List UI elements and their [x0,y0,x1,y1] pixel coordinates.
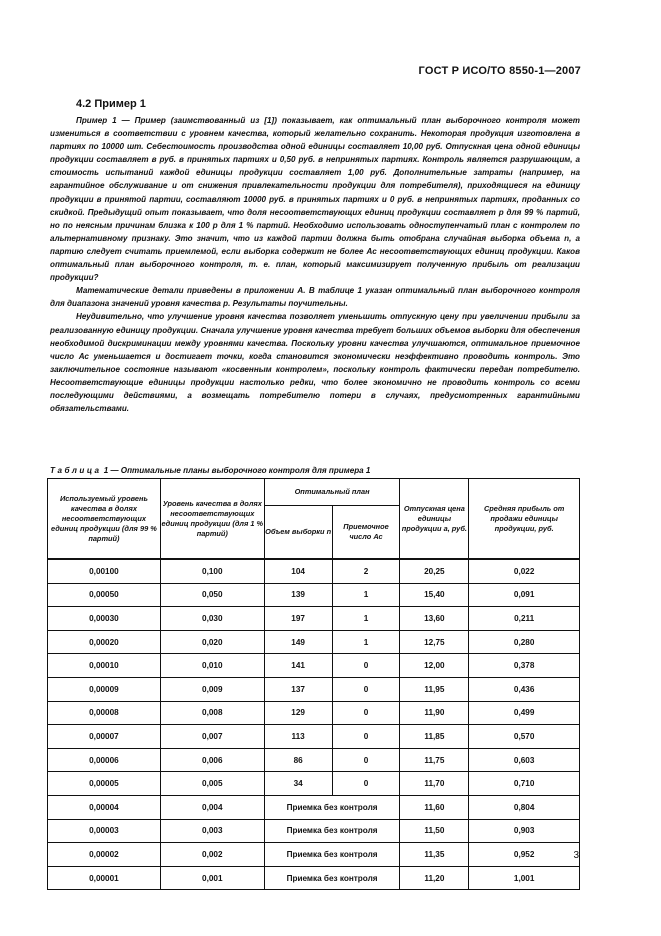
cell-sample-size: 34 [264,772,332,796]
table-row [48,654,580,678]
cell-price: 15,40 [400,583,469,607]
cell-acceptance-number: 2 [332,559,400,583]
cell-quality-99: 0,00004 [48,795,161,819]
cell-quality-1: 0,008 [160,701,264,725]
table-caption-label: Таблица [50,466,102,475]
cell-profit: 0,378 [469,654,580,678]
cell-profit: 0,499 [469,701,580,725]
table-row [48,772,580,796]
cell-quality-1: 0,030 [160,607,264,631]
cell-acceptance-number: 1 [332,630,400,654]
table-caption [50,466,370,475]
cell-sample-size: 137 [264,677,332,701]
cell-quality-99: 0,00007 [48,725,161,749]
cell-quality-99: 0,00009 [48,677,161,701]
cell-quality-1: 0,050 [160,583,264,607]
cell-profit: 0,211 [469,607,580,631]
header-sample-size: Объем выборки n [264,506,332,560]
cell-quality-99: 0,00010 [48,654,161,678]
cell-profit: 0,952 [469,843,580,867]
header-quality-99: Используемый уровень качества в долях несоответствующих единиц продукции (для 99 % партий) [48,479,161,560]
cell-price: 11,70 [400,772,469,796]
cell-sample-size: 139 [264,583,332,607]
cell-plan: Приемка без контроля [264,843,400,867]
cell-acceptance-number: 0 [332,654,400,678]
cell-quality-1: 0,004 [160,795,264,819]
table-row [48,630,580,654]
optimal-plans-table [47,478,580,890]
cell-acceptance-number: 0 [332,677,400,701]
cell-quality-1: 0,001 [160,866,264,890]
table-row [48,701,580,725]
table-caption-text: 1 — Оптимальные планы выборочного контроля для примера 1 [103,466,371,475]
cell-price: 11,20 [400,866,469,890]
cell-quality-99: 0,00003 [48,819,161,843]
header-price: Отпускная цена единицы продукции а, руб. [400,479,469,560]
cell-plan: Приемка без контроля [264,795,400,819]
cell-price: 20,25 [400,559,469,583]
table-row [48,583,580,607]
cell-price: 13,60 [400,607,469,631]
cell-price: 11,95 [400,677,469,701]
cell-acceptance-number: 1 [332,607,400,631]
cell-price: 11,90 [400,701,469,725]
table-row [48,725,580,749]
cell-quality-1: 0,003 [160,819,264,843]
table-row [48,795,580,819]
table-row [48,819,580,843]
header-quality-1: Уровень качества в долях несоответствующих единиц продукции (для 1 % партий) [160,479,264,560]
table-row [48,843,580,867]
cell-acceptance-number: 0 [332,748,400,772]
cell-quality-99: 0,00050 [48,583,161,607]
cell-quality-1: 0,007 [160,725,264,749]
cell-quality-99: 0,00008 [48,701,161,725]
cell-price: 12,75 [400,630,469,654]
cell-profit: 0,804 [469,795,580,819]
cell-quality-1: 0,009 [160,677,264,701]
cell-quality-99: 0,00006 [48,748,161,772]
cell-sample-size: 197 [264,607,332,631]
cell-quality-1: 0,005 [160,772,264,796]
cell-price: 11,35 [400,843,469,867]
cell-quality-99: 0,00030 [48,607,161,631]
table-row [48,559,580,583]
paragraph: Математические детали приведены в приложении А. В таблице 1 указан оптимальный план выборочного контроля для диапазона значений уровня качества р. Результаты поучительны. [50,286,580,309]
cell-acceptance-number: 1 [332,583,400,607]
cell-profit: 0,022 [469,559,580,583]
cell-acceptance-number: 0 [332,772,400,796]
cell-acceptance-number: 0 [332,725,400,749]
cell-quality-1: 0,010 [160,654,264,678]
page-number: 3 [573,850,579,861]
header-acceptance-number: Приемочное число Ас [332,506,400,560]
cell-quality-99: 0,00100 [48,559,161,583]
cell-sample-size: 86 [264,748,332,772]
cell-price: 11,60 [400,795,469,819]
cell-plan: Приемка без контроля [264,866,400,890]
cell-quality-1: 0,006 [160,748,264,772]
cell-quality-99: 0,00001 [48,866,161,890]
cell-price: 11,75 [400,748,469,772]
cell-acceptance-number: 0 [332,701,400,725]
cell-profit: 0,570 [469,725,580,749]
cell-quality-1: 0,020 [160,630,264,654]
document-header: ГОСТ Р ИСО/ТО 8550-1—2007 [418,65,581,77]
cell-plan: Приемка без контроля [264,819,400,843]
cell-quality-99: 0,00002 [48,843,161,867]
cell-profit: 0,903 [469,819,580,843]
cell-price: 11,50 [400,819,469,843]
table-row [48,677,580,701]
table-body [48,559,580,890]
cell-price: 11,85 [400,725,469,749]
body-text [50,114,580,415]
table-row [48,607,580,631]
cell-quality-1: 0,002 [160,843,264,867]
cell-sample-size: 113 [264,725,332,749]
cell-profit: 0,436 [469,677,580,701]
cell-profit: 1,001 [469,866,580,890]
cell-profit: 0,603 [469,748,580,772]
cell-price: 12,00 [400,654,469,678]
cell-quality-1: 0,100 [160,559,264,583]
table-row [48,748,580,772]
cell-quality-99: 0,00020 [48,630,161,654]
cell-sample-size: 104 [264,559,332,583]
cell-quality-99: 0,00005 [48,772,161,796]
cell-profit: 0,280 [469,630,580,654]
cell-profit: 0,091 [469,583,580,607]
header-optimal-plan: Оптимальный план [264,479,400,506]
paragraph: Пример 1 — Пример (заимствованный из [1]) показывает, как оптимальный план выборочного контроля может измениться в соответствии с уровнем качества, который желательно сохранить. Некоторая продукция изготовлена в партиях по 10000 шт. Себестоимость производства одной единицы составляет 10,00 руб. Отпускная цена одной единицы продукции составляет в руб. в принятых партиях и 0,50 руб. в непринятых партиях. Контроль является разрушающим, а стоимость испытаний каждой единицы продукции составляет 1,00 руб. Дополнительные затраты (например, на гарантийное обслуживание и от снижения привлекательности продукции для потребителя), приходящиеся на единицу продукции в принятой партии, составляют 10000 руб. в принятых партиях и 0 руб. в непринятых партиях, проданных со скидкой. Предыдущий опыт показывает, что доля несоответствующих единиц продукции составляет р для 99 % партий, но по неясным причинам близка к 100 р для 1 % партий. Необходимо использовать одноступенчатый план с контролем по альтернативному признаку. Это значит, что из каждой партии должна быть отобрана случайная выборка объема n, а партию следует считать приемлемой, если выборка содержит не более Ас несоответствующих единиц продукции. Каков оптимальный план выборочного контроля, т. е. план, который максимизирует полученную прибыль от реализации продукции? [50,116,580,283]
header-profit: Средняя прибыль от продажи единицы продукции, руб. [469,479,580,560]
cell-sample-size: 149 [264,630,332,654]
cell-profit: 0,710 [469,772,580,796]
cell-sample-size: 129 [264,701,332,725]
paragraph: Неудивительно, что улучшение уровня качества позволяет уменьшить отпускную цену при увеличении прибыли за реализованную единицу продукции. Сначала улучшение уровня качества требует больших объемов выборки для обеспечения необходимой дискриминации между уровнями качества. Поскольку уровни качества улучшаются, оптимальное приемочное число Ас уменьшается и достигает точки, когда становится экономически неэффективно проводить контроль. Это заключительное состояние называют «косвенным контролем», поскольку контроль фактически передан потребителю. Несоответствующие единицы продукции настолько редки, что более экономично не проводить контроль со всеми последующими действиями, а возмещать потребителю потери в случаях, предусмотренных гарантийными обязательствами. [50,312,580,414]
section-title: 4.2 Пример 1 [76,98,146,110]
cell-sample-size: 141 [264,654,332,678]
table-row [48,866,580,890]
